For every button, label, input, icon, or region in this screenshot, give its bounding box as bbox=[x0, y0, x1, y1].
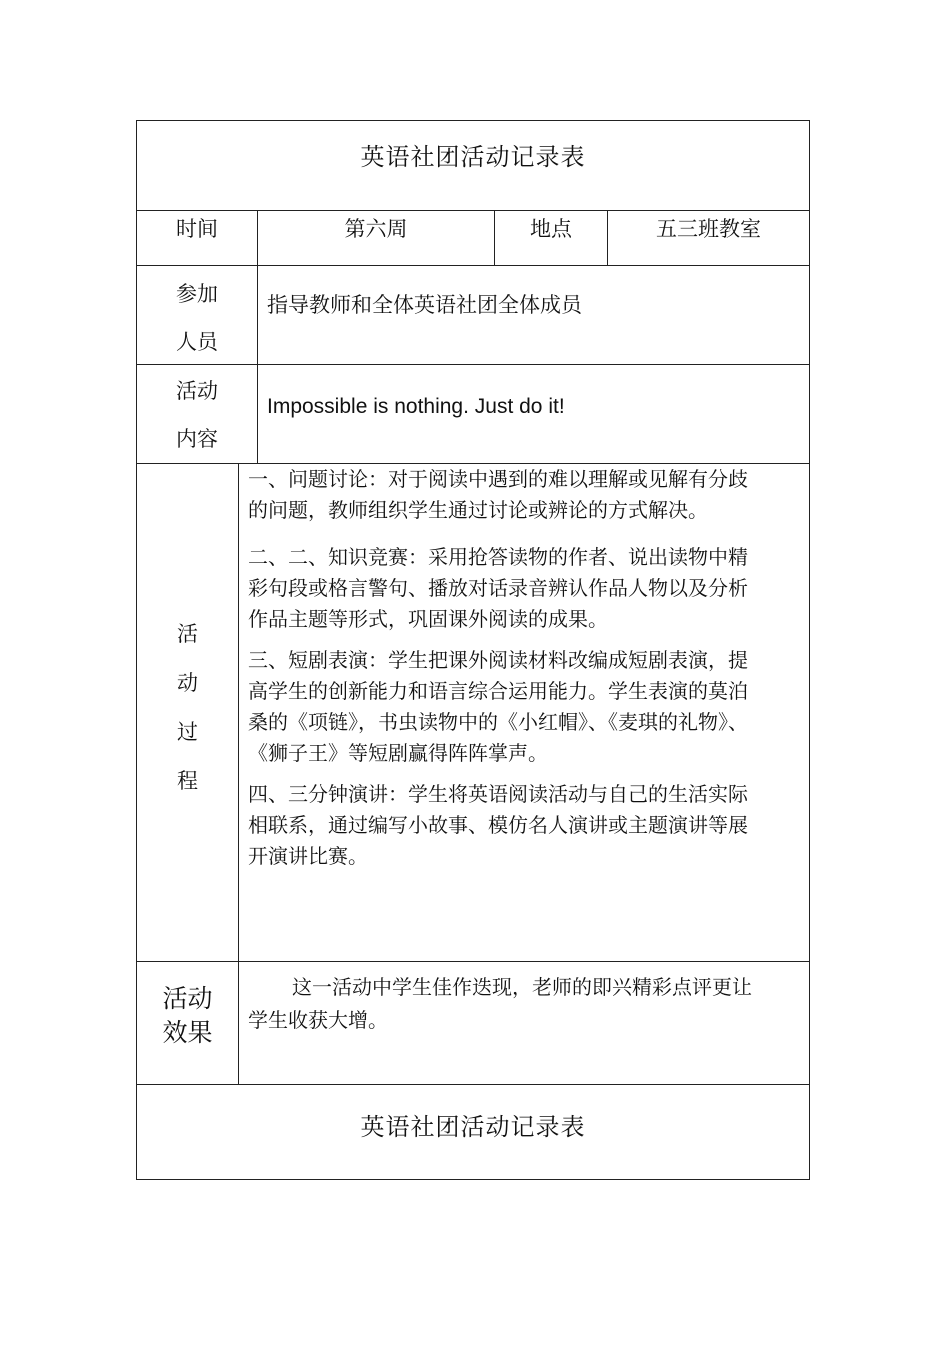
footer-title-text: 英语社团活动记录表 bbox=[360, 1113, 586, 1141]
content-label-line1: 活动 bbox=[176, 379, 218, 403]
participants-label-line1: 参加 bbox=[176, 282, 218, 306]
effect-label-cell bbox=[136, 961, 239, 1085]
form-title-text: 英语社团活动记录表 bbox=[360, 143, 586, 171]
activity-record-form bbox=[136, 120, 810, 1180]
time-value: 第六周 bbox=[344, 217, 408, 241]
content-label-cell bbox=[136, 364, 258, 464]
process-paragraph-1: 一、问题讨论：对于阅读中遇到的难以理解或见解有分歧的问题，教师组织学生通过讨论或辨论的方式解决。 bbox=[248, 467, 748, 522]
place-value-cell bbox=[607, 210, 810, 266]
place-label-cell bbox=[494, 210, 608, 266]
process-label-char-2: 动 bbox=[177, 671, 198, 695]
process-label-char-1: 活 bbox=[177, 622, 198, 646]
time-label: 时间 bbox=[176, 217, 218, 241]
process-label-cell bbox=[136, 463, 239, 962]
process-content-cell bbox=[238, 463, 810, 962]
content-value: Impossible is nothing. Just do it! bbox=[267, 395, 565, 418]
process-paragraph-3: 三、短剧表演：学生把课外阅读材料改编成短剧表演，提高学生的创新能力和语言综合运用能力。学生表演的莫泊桑的《项链》，书虫读物中的《小红帽》、《麦琪的礼物》、《狮子王》等短剧赢得阵阵掌声。 bbox=[248, 648, 748, 765]
time-label-cell bbox=[136, 210, 258, 266]
process-paragraph-2: 二、二、知识竞赛：采用抢答读物的作者、说出读物中精彩句段或格言警句、播放对话录音辨认作品人物以及分析作品主题等形式，巩固课外阅读的成果。 bbox=[248, 545, 748, 631]
participants-label-line2: 人员 bbox=[176, 330, 218, 354]
content-label-line2: 内容 bbox=[176, 427, 218, 451]
time-value-cell bbox=[257, 210, 495, 266]
participants-value-cell bbox=[257, 265, 810, 365]
effect-label-line2: 效果 bbox=[162, 1018, 213, 1047]
content-value-cell bbox=[257, 364, 810, 464]
process-label-char-4: 程 bbox=[177, 769, 198, 793]
participants-value: 指导教师和全体英语社团全体成员 bbox=[267, 293, 582, 317]
place-label: 地点 bbox=[530, 217, 572, 241]
form-title bbox=[136, 120, 810, 211]
place-value: 五三班教室 bbox=[656, 217, 761, 241]
process-paragraph-4: 四、三分钟演讲：学生将英语阅读活动与自己的生活实际相联系，通过编写小故事、模仿名人演讲或主题演讲等展开演讲比赛。 bbox=[248, 782, 748, 868]
effect-content-cell bbox=[238, 961, 810, 1085]
effect-label-line1: 活动 bbox=[162, 984, 213, 1013]
effect-paragraph: 这一活动中学生佳作迭现，老师的即兴精彩点评更让学生收获大增。 bbox=[248, 975, 752, 1032]
participants-label-cell bbox=[136, 265, 258, 365]
process-label-char-3: 过 bbox=[177, 720, 198, 744]
footer-title bbox=[136, 1084, 810, 1180]
